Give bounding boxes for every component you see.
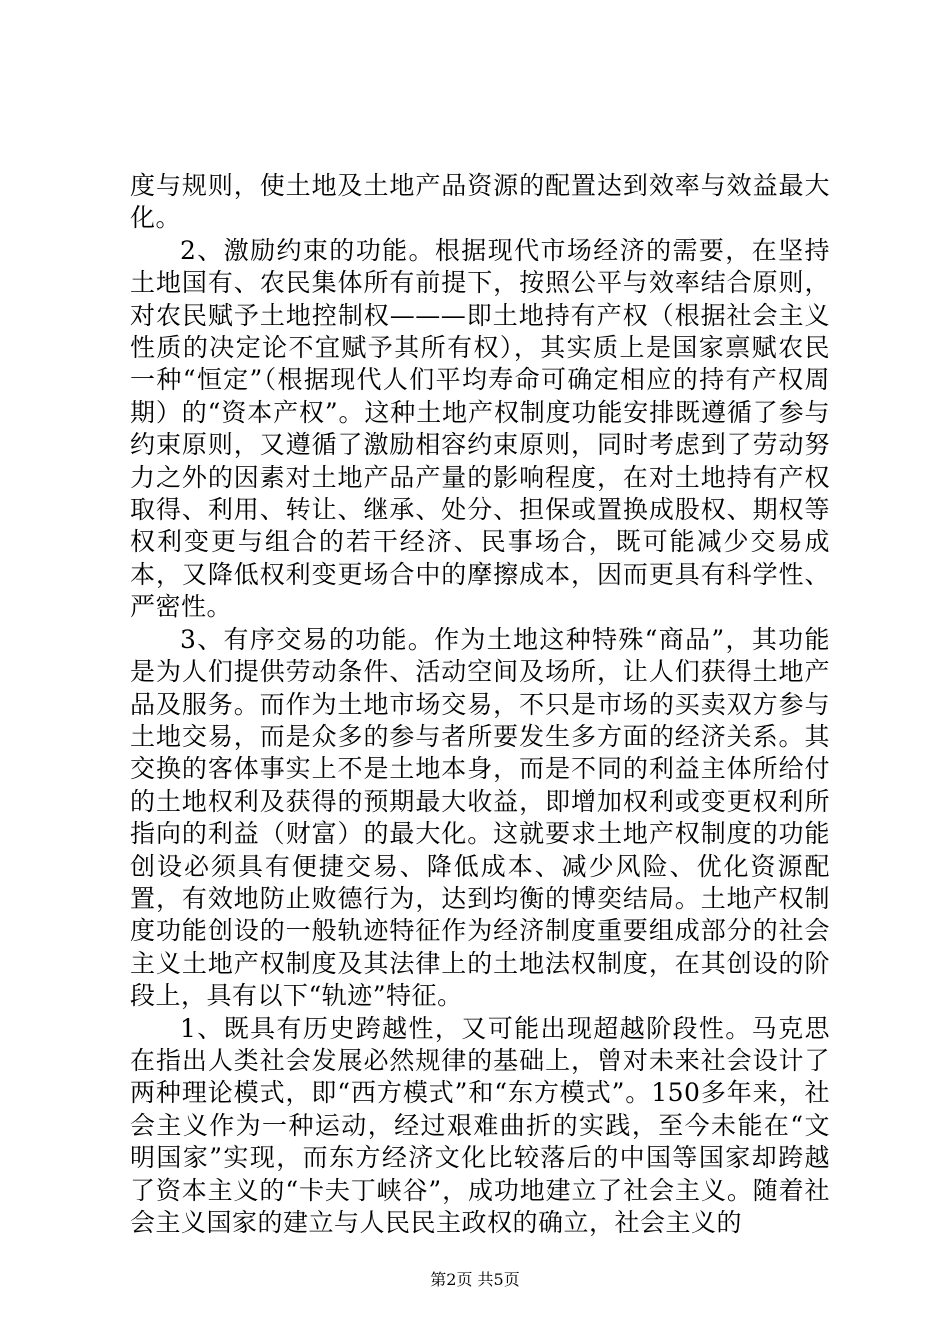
- paragraph-continued: 度与规则，使土地及土地产品资源的配置达到效率与效益最大化。: [130, 171, 830, 233]
- paragraph-historical-leap: 1、既具有历史跨越性，又可能出现超越阶段性。马克思在指出人类社会发展必然规律的基础上，曾对未来社会设计了两种理论模式，即“西方模式”和“东方模式”。150多年来，社会主义作为一种运动，经过艰难曲折的实践，至今未能在“文明国家”实现，而东方经济文化比较落后的中国等国家却跨越了资本主义的“卡夫丁峡谷”，成功地建立了社会主义。随着社会主义国家的建立与人民民主政权的确立，社会主义的: [130, 1013, 830, 1237]
- paragraph-incentive-function: 2、激励约束的功能。根据现代市场经济的需要，在坚持土地国有、农民集体所有前提下，按照公平与效率结合原则，对农民赋予土地控制权———即土地持有产权（根据社会主义性质的决定论不宜赋予其所有权），其实质上是国家禀赋农民一种“恒定”（根据现代人们平均寿命可确定相应的持有产权周期）的“资本产权”。这种土地产权制度功能安排既遵循了参与约束原则，又遵循了激励相容约束原则，同时考虑到了劳动努力之外的因素对土地产品产量的影响程度，在对土地持有产权取得、利用、转让、继承、处分、担保或置换成股权、期权等权利变更与组合的若干经济、民事场合，既可能减少交易成本，又降低权利变更场合中的摩擦成本，因而更具有科学性、严密性。: [130, 235, 830, 622]
- page-number-footer: 第2页 共5页: [430, 1270, 520, 1289]
- paragraph-orderly-trade-function: 3、有序交易的功能。作为土地这种特殊“商品”，其功能是为人们提供劳动条件、活动空间及场所，让人们获得土地产品及服务。而作为土地市场交易，不只是市场的买卖双方参与土地交易，而是众多的参与者所要发生多方面的经济关系。其交换的客体事实上不是土地本身，而是不同的利益主体所给付的土地权利及获得的预期最大收益，即增加权利或变更权利所指向的利益（财富）的最大化。这就要求土地产权制度的功能创设必须具有便捷交易、降低成本、减少风险、优化资源配置，有效地防止败德行为，达到均衡的博奕结局。土地产权制度功能创设的一般轨迹特征作为经济制度重要组成部分的社会主义土地产权制度及其法律上的土地法权制度，在其创设的阶段上，具有以下“轨迹”特征。: [130, 624, 830, 1011]
- document-body: [130, 170, 830, 1239]
